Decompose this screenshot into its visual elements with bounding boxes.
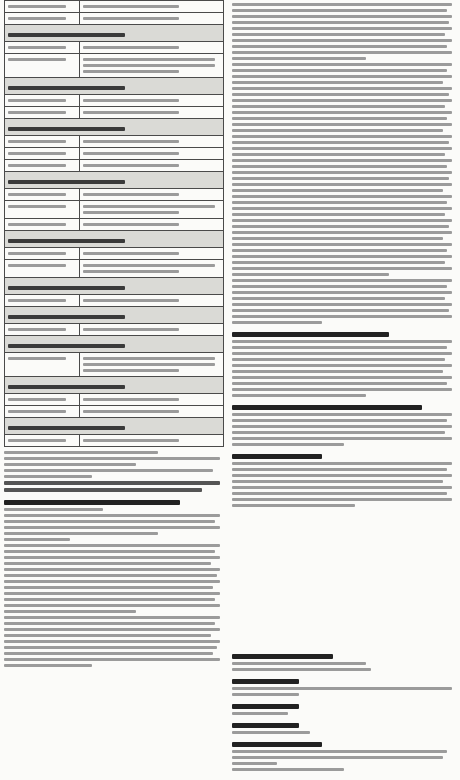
- table-section-row: [5, 119, 224, 136]
- frequency-cell: [5, 136, 80, 148]
- reaction-cell: [80, 136, 224, 148]
- adverse-reactions-table: [4, 0, 224, 447]
- table-section-row: [5, 172, 224, 189]
- frequency-cell: [5, 160, 80, 172]
- reaction-cell: [80, 406, 224, 418]
- reaction-cell: [80, 13, 224, 25]
- section-heading-cell: [5, 418, 224, 435]
- frequency-cell: [5, 95, 80, 107]
- frequency-cell: [5, 295, 80, 307]
- frequency-cell: [5, 260, 80, 278]
- table-section-row: [5, 377, 224, 394]
- section-heading-cell: [5, 78, 224, 95]
- table-row: [5, 189, 224, 201]
- reaction-cell: [80, 295, 224, 307]
- reaction-cell: [80, 260, 224, 278]
- table-section-row: [5, 278, 224, 295]
- reaction-cell: [80, 148, 224, 160]
- reaction-cell: [80, 54, 224, 78]
- section-heading-cell: [5, 231, 224, 248]
- frequency-cell: [5, 394, 80, 406]
- frequency-cell: [5, 324, 80, 336]
- reaction-cell: [80, 160, 224, 172]
- frequency-cell: [5, 13, 80, 25]
- reaction-cell: [80, 324, 224, 336]
- frequency-cell: [5, 435, 80, 447]
- table-row: [5, 324, 224, 336]
- table-row: [5, 148, 224, 160]
- frequency-cell: [5, 201, 80, 219]
- reaction-cell: [80, 435, 224, 447]
- reaction-cell: [80, 219, 224, 231]
- table-row: [5, 248, 224, 260]
- reaction-cell: [80, 1, 224, 13]
- table-footnotes: [4, 451, 224, 667]
- table-row: [5, 295, 224, 307]
- section-heading-cell: [5, 377, 224, 394]
- table-row: [5, 260, 224, 278]
- table-row: [5, 353, 224, 377]
- reaction-cell: [80, 189, 224, 201]
- section-heading-cell: [5, 25, 224, 42]
- frequency-cell: [5, 148, 80, 160]
- reaction-cell: [80, 353, 224, 377]
- reaction-cell: [80, 248, 224, 260]
- frequency-cell: [5, 54, 80, 78]
- table-row: [5, 435, 224, 447]
- table-section-row: [5, 231, 224, 248]
- reaction-cell: [80, 394, 224, 406]
- table-section-row: [5, 336, 224, 353]
- section-heading-cell: [5, 119, 224, 136]
- section-heading-cell: [5, 172, 224, 189]
- table-row: [5, 54, 224, 78]
- table-section-row: [5, 78, 224, 95]
- frequency-cell: [5, 406, 80, 418]
- reaction-cell: [80, 42, 224, 54]
- section-heading-cell: [5, 307, 224, 324]
- frequency-cell: [5, 219, 80, 231]
- table-row: [5, 42, 224, 54]
- frequency-cell: [5, 1, 80, 13]
- table-row: [5, 107, 224, 119]
- table-row: [5, 13, 224, 25]
- frequency-cell: [5, 107, 80, 119]
- table-row: [5, 1, 224, 13]
- right-footer-block: [232, 646, 456, 774]
- table-row: [5, 136, 224, 148]
- table-row: [5, 406, 224, 418]
- table-row: [5, 160, 224, 172]
- reaction-cell: [80, 95, 224, 107]
- table-section-row: [5, 418, 224, 435]
- right-text-top: [232, 3, 456, 324]
- table-row: [5, 394, 224, 406]
- table-section-row: [5, 307, 224, 324]
- section-heading-cell: [5, 336, 224, 353]
- reaction-cell: [80, 201, 224, 219]
- frequency-cell: [5, 189, 80, 201]
- frequency-cell: [5, 248, 80, 260]
- frequency-cell: [5, 42, 80, 54]
- table-row: [5, 219, 224, 231]
- right-column: [232, 0, 456, 780]
- table-row: [5, 95, 224, 107]
- reaction-cell: [80, 107, 224, 119]
- section-heading-cell: [5, 278, 224, 295]
- table-section-row: [5, 25, 224, 42]
- left-column: [4, 0, 224, 780]
- frequency-cell: [5, 353, 80, 377]
- table-row: [5, 201, 224, 219]
